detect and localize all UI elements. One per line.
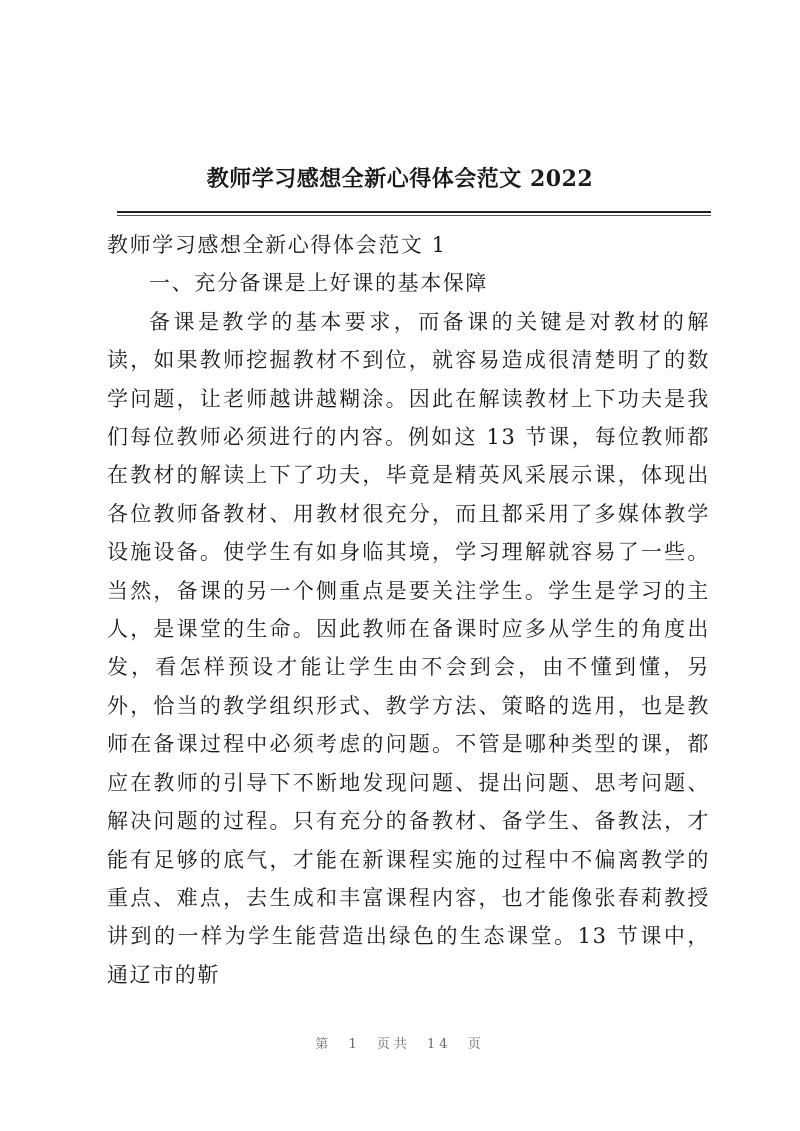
title-rule-thick <box>117 211 711 213</box>
footer-total-pages: 14 <box>427 1037 452 1052</box>
document-body <box>107 226 710 994</box>
page-footer <box>0 1033 800 1052</box>
footer-page-suffix: 页 <box>467 1037 485 1052</box>
document-subtitle: 教师学习感想全新心得体会范文 1 <box>107 233 447 257</box>
footer-page-word: 页共 <box>376 1037 411 1052</box>
body-paragraph: 备课是教学的基本要求，而备课的关键是对教材的解读，如果教师挖掘教材不到位，就容易造成很清楚明了的数学问题，让老师越讲越糊涂。因此在解读教材上下功夫是我们每位教师必须进行的内容。例如这 13 节课，每位教师都在教材的解读上下了功夫，毕竟是精英风采展示课，体现出各位教师备教材、用教材很充分，而且都采用了多媒体教学设施设备。使学生有如身临其境，学习理解就容易了一些。当然，备课的另一个侧重点是要关注学生。学生是学习的主人，是课堂的生命。因此教师在备课时应多从学生的角度出发，看怎样预设才能让学生由不会到会，由不懂到懂，另外，恰当的教学组织形式、教学方法、策略的选用，也是教师在备课过程中必须考虑的问题。不管是哪种类型的课，都应在教师的引导下不断地发现问题、提出问题、思考问题、解决问题的过程。只有充分的备教材、备学生、备教法，才能有足够的底气，才能在新课程实施的过程中不偏离教学的重点、难点，去生成和丰富课程内容，也才能像张春莉教授讲到的一样为学生能营造出绿色的生态课堂。13 节课中，通辽市的靳 <box>107 309 710 987</box>
section-heading: 一、充分备课是上好课的基本保障 <box>149 271 488 296</box>
document-title: 教师学习感想全新心得体会范文 2022 <box>206 166 594 192</box>
footer-page-label: 第 <box>315 1037 333 1052</box>
title-rule-thin <box>117 215 711 216</box>
footer-page-number: 1 <box>348 1037 361 1052</box>
